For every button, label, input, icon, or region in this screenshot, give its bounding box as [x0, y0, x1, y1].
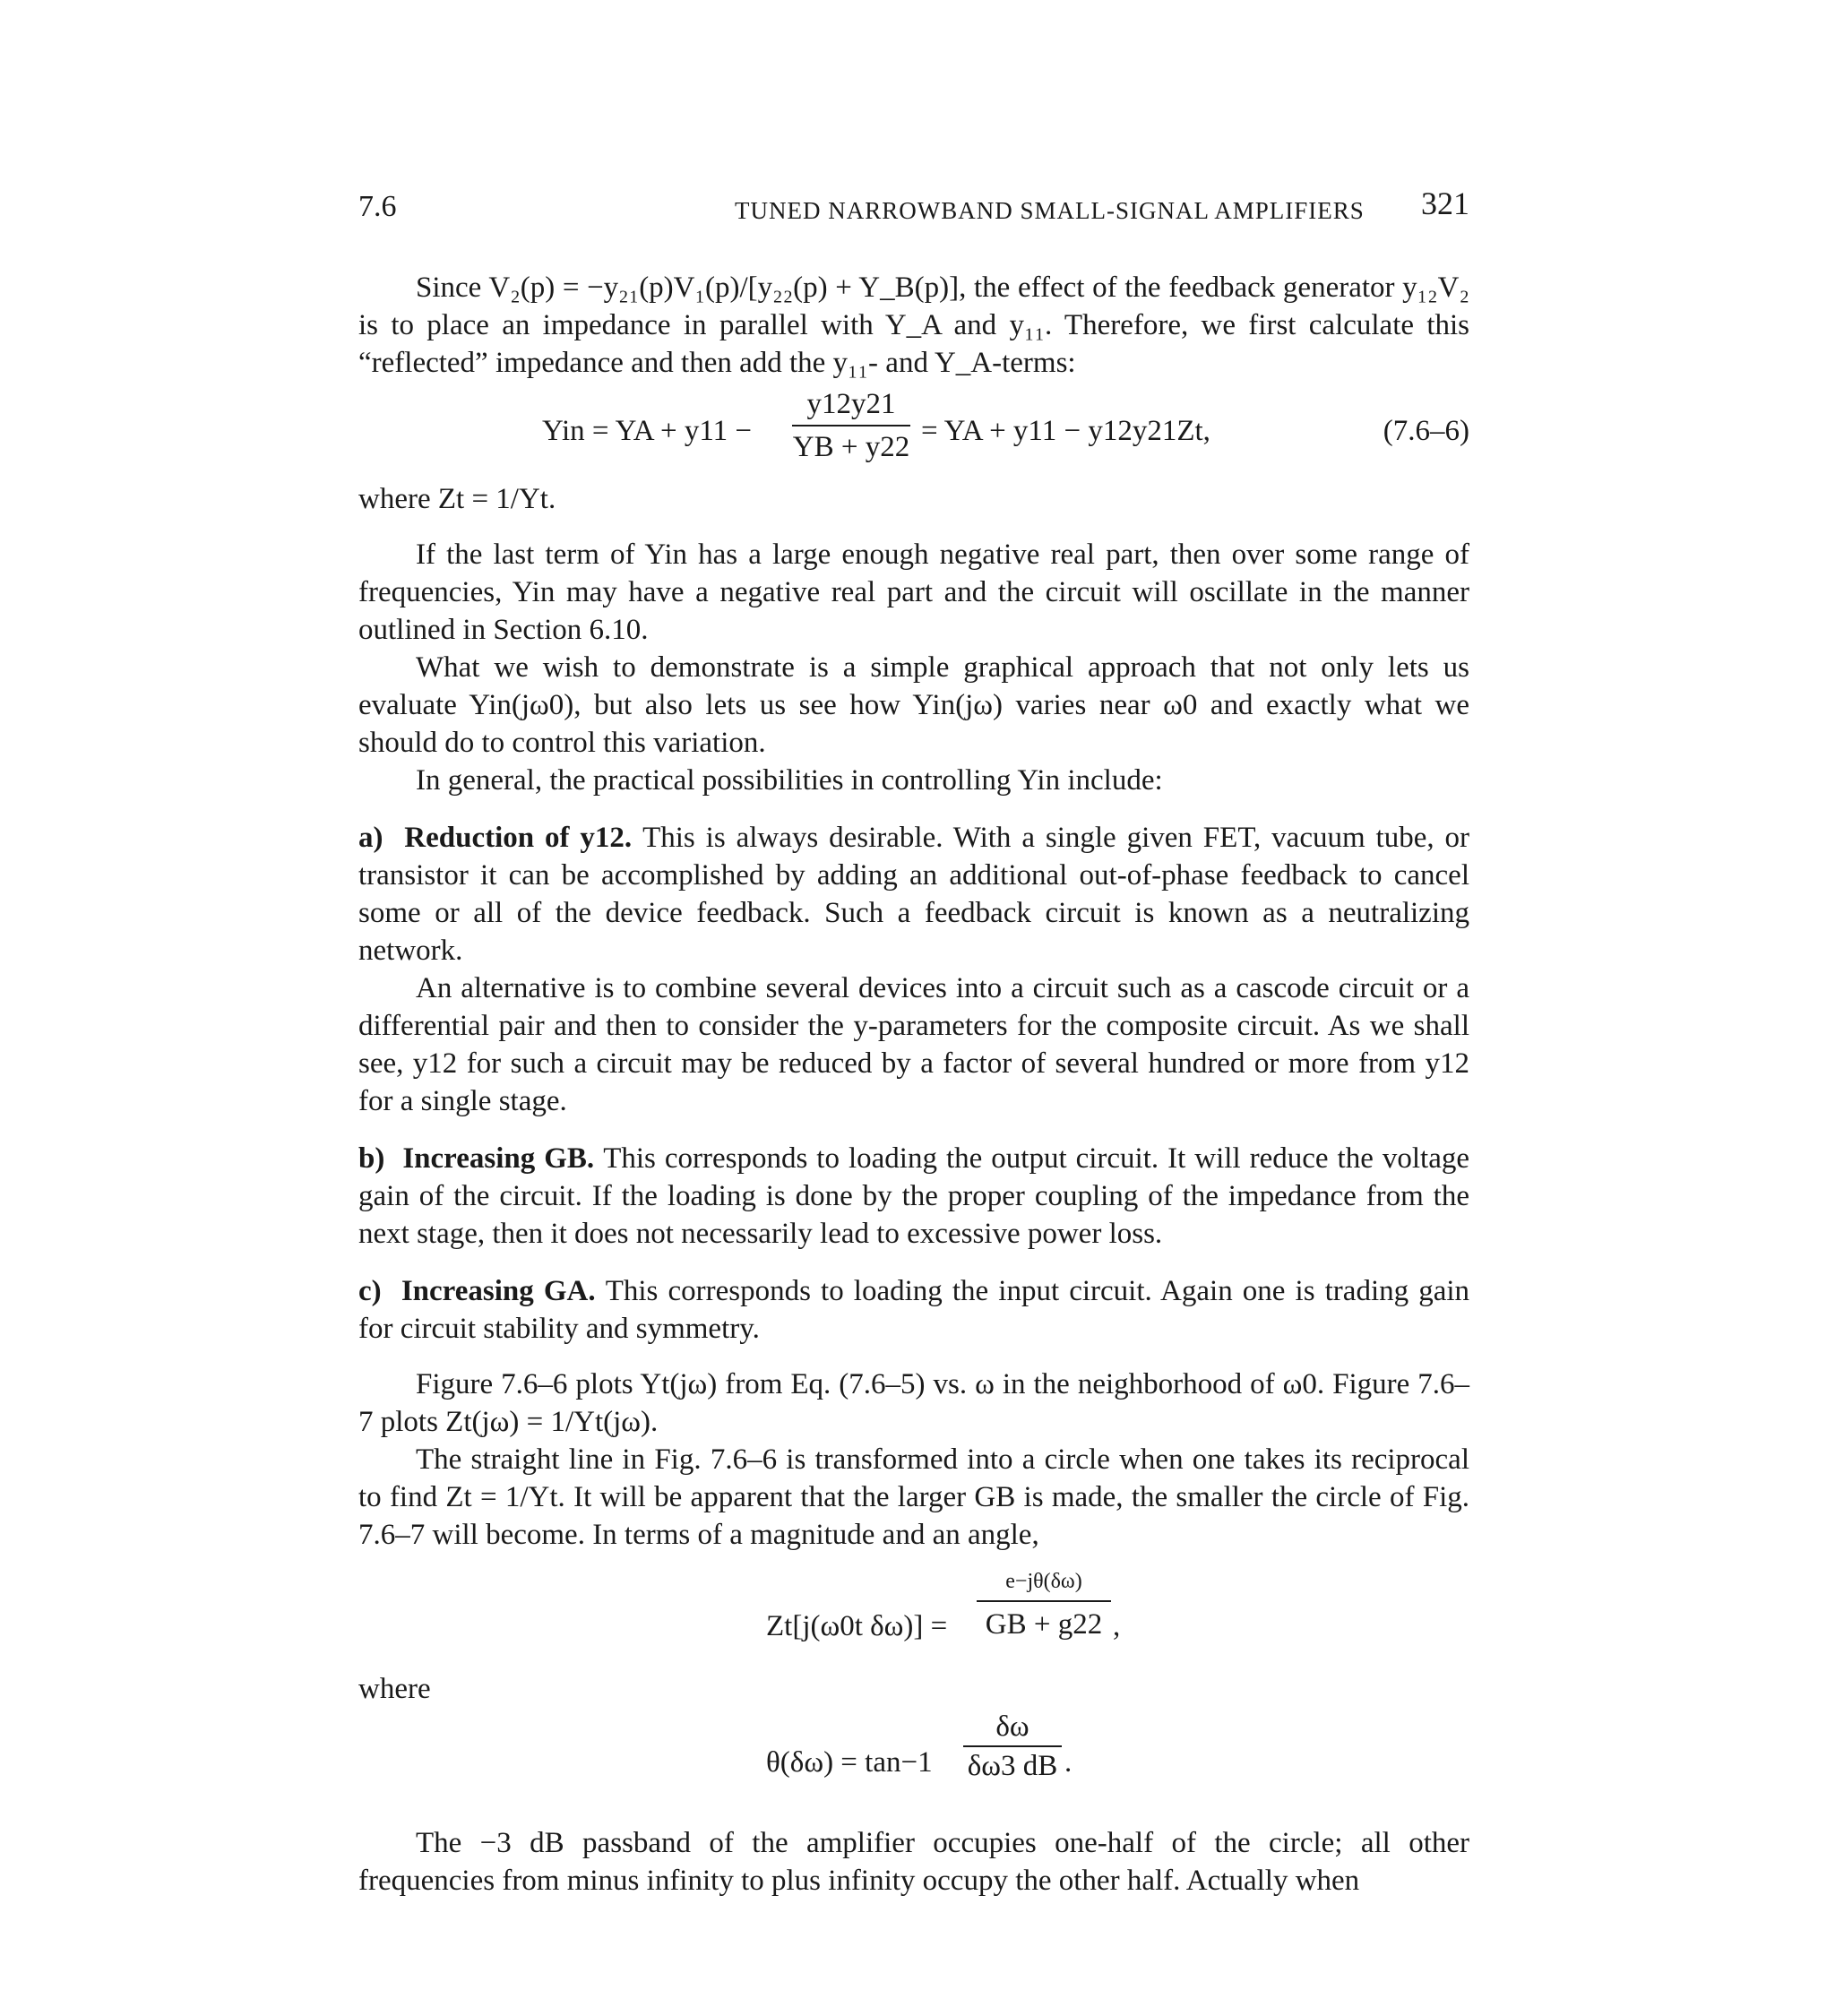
paragraph-6: Figure 7.6–6 plots Yt(jω) from Eq. (7.6–5) vs. ω in the neighborhood of ω0. Figure 7.6–7 plots Zt(jω) = 1/Yt(jω).: [358, 1368, 1469, 1438]
running-header: [358, 185, 1469, 229]
item-b-heading: Increasing GB.: [402, 1142, 595, 1175]
paragraph-2: If the last term of Yin has a large enough negative real part, then over some range of frequencies, Yin may have a negative real part and the circuit will oscillate in the manner outlined in Section 6.10.: [358, 538, 1469, 646]
item-a-label: a): [358, 822, 383, 854]
page-number: 321: [1421, 185, 1469, 221]
where-label: where: [358, 1673, 431, 1705]
eq2-fraction: [977, 1563, 1111, 1643]
eq3-numerator: δω: [995, 1710, 1029, 1743]
eq1-lhs: Yin = YA + y11 −: [542, 415, 752, 447]
paragraph-3: What we wish to demonstrate is a simple graphical approach that not only lets us evaluate Yin(jω0), but also lets us see how Yin(jω) varies near ω0 and exactly what we should do to control this variation.: [358, 651, 1469, 759]
running-title: TUNED NARROWBAND SMALL-SIGNAL AMPLIFIERS: [735, 197, 1365, 224]
eq3-denominator: δω3 dB: [967, 1750, 1058, 1782]
eq1-rhs: = YA + y11 − y12y21Zt,: [921, 415, 1210, 447]
item-b-text: This corresponds to loading the output circuit. It will reduce the voltage gain of the circuit. If the loading is done by the proper coupling of the impedance from the next stage, then it does not necessarily lead to excessive power loss.: [358, 1142, 1470, 1250]
eq1-fraction: [788, 385, 914, 466]
item-b-label: b): [358, 1142, 385, 1175]
eq3-tail: .: [1064, 1746, 1073, 1779]
eq3-fraction: [963, 1708, 1062, 1785]
page: [358, 185, 1470, 1900]
equation-7-6-6: [358, 385, 1469, 478]
paragraph-8: The −3 dB passband of the amplifier occupies one-half of the circle; all other frequencies from minus infinity to plus infinity occupy the other half. Actually when: [358, 1827, 1469, 1897]
paragraph-1: Since V₂(p) = −y₂₁(p)V₁(p)/[y₂₂(p) + Y_B(p)], the effect of the feedback generator y₁₂V₂ is to place an impedance in parallel with Y_A and y₁₁. Therefore, we first calculate this “reflected” impedance and then add the y₁₁- and Y_A-terms:: [358, 271, 1469, 379]
where-zt: where Zt = 1/Yt.: [358, 483, 556, 515]
eq3-lhs: θ(δω) = tan−1: [766, 1746, 933, 1779]
eq2-denominator: GB + g22: [985, 1608, 1103, 1641]
equation-theta: [358, 1708, 1469, 1806]
item-a-heading: Reduction of y12.: [404, 822, 633, 854]
list-item-c: [358, 1272, 1469, 1348]
paragraph-5: An alternative is to combine several devices into a circuit such as a cascode circuit or a differential pair and then to consider the y-parameters for the composite circuit. As we shall see, y12 for such a circuit may be reduced by a factor of several hundred or more from y12 for a single stage.: [358, 972, 1469, 1117]
eq2-numerator: e−jθ(δω): [1005, 1570, 1082, 1593]
item-c-heading: Increasing GA.: [401, 1275, 596, 1307]
eq2-tail: ,: [1113, 1610, 1121, 1642]
paragraph-7: The straight line in Fig. 7.6–6 is transformed into a circle when one takes its reciprocal to find Zt = 1/Yt. It will be apparent that the larger GB is made, the smaller the circle of Fig. 7.6–7 will become. In terms of a magnitude and an angle,: [358, 1443, 1469, 1551]
list-item-b: [358, 1140, 1469, 1253]
item-c-text: This corresponds to loading the input circuit. Again one is trading gain for circuit stability and symmetry.: [358, 1275, 1470, 1345]
eq1-numerator: y12y21: [806, 388, 896, 420]
equation-zt-magnitude-angle: [358, 1563, 1469, 1670]
paragraph-4: In general, the practical possibilities in controlling Yin include:: [416, 764, 1163, 797]
equation-number: (7.6–6): [1383, 415, 1469, 447]
eq1-denominator: YB + y22: [792, 431, 910, 463]
eq2-lhs: Zt[j(ω0t δω)] =: [766, 1610, 948, 1642]
item-a-text: This is always desirable. With a single given FET, vacuum tube, or transistor it can be accomplished by adding an additional out-of-phase feedback to cancel some or all of the device feedback. Such a feedback circuit is known as a neutralizing network.: [358, 822, 1469, 967]
list-item-a: [358, 819, 1469, 969]
section-number: 7.6: [358, 190, 397, 223]
item-c-label: c): [358, 1275, 382, 1307]
